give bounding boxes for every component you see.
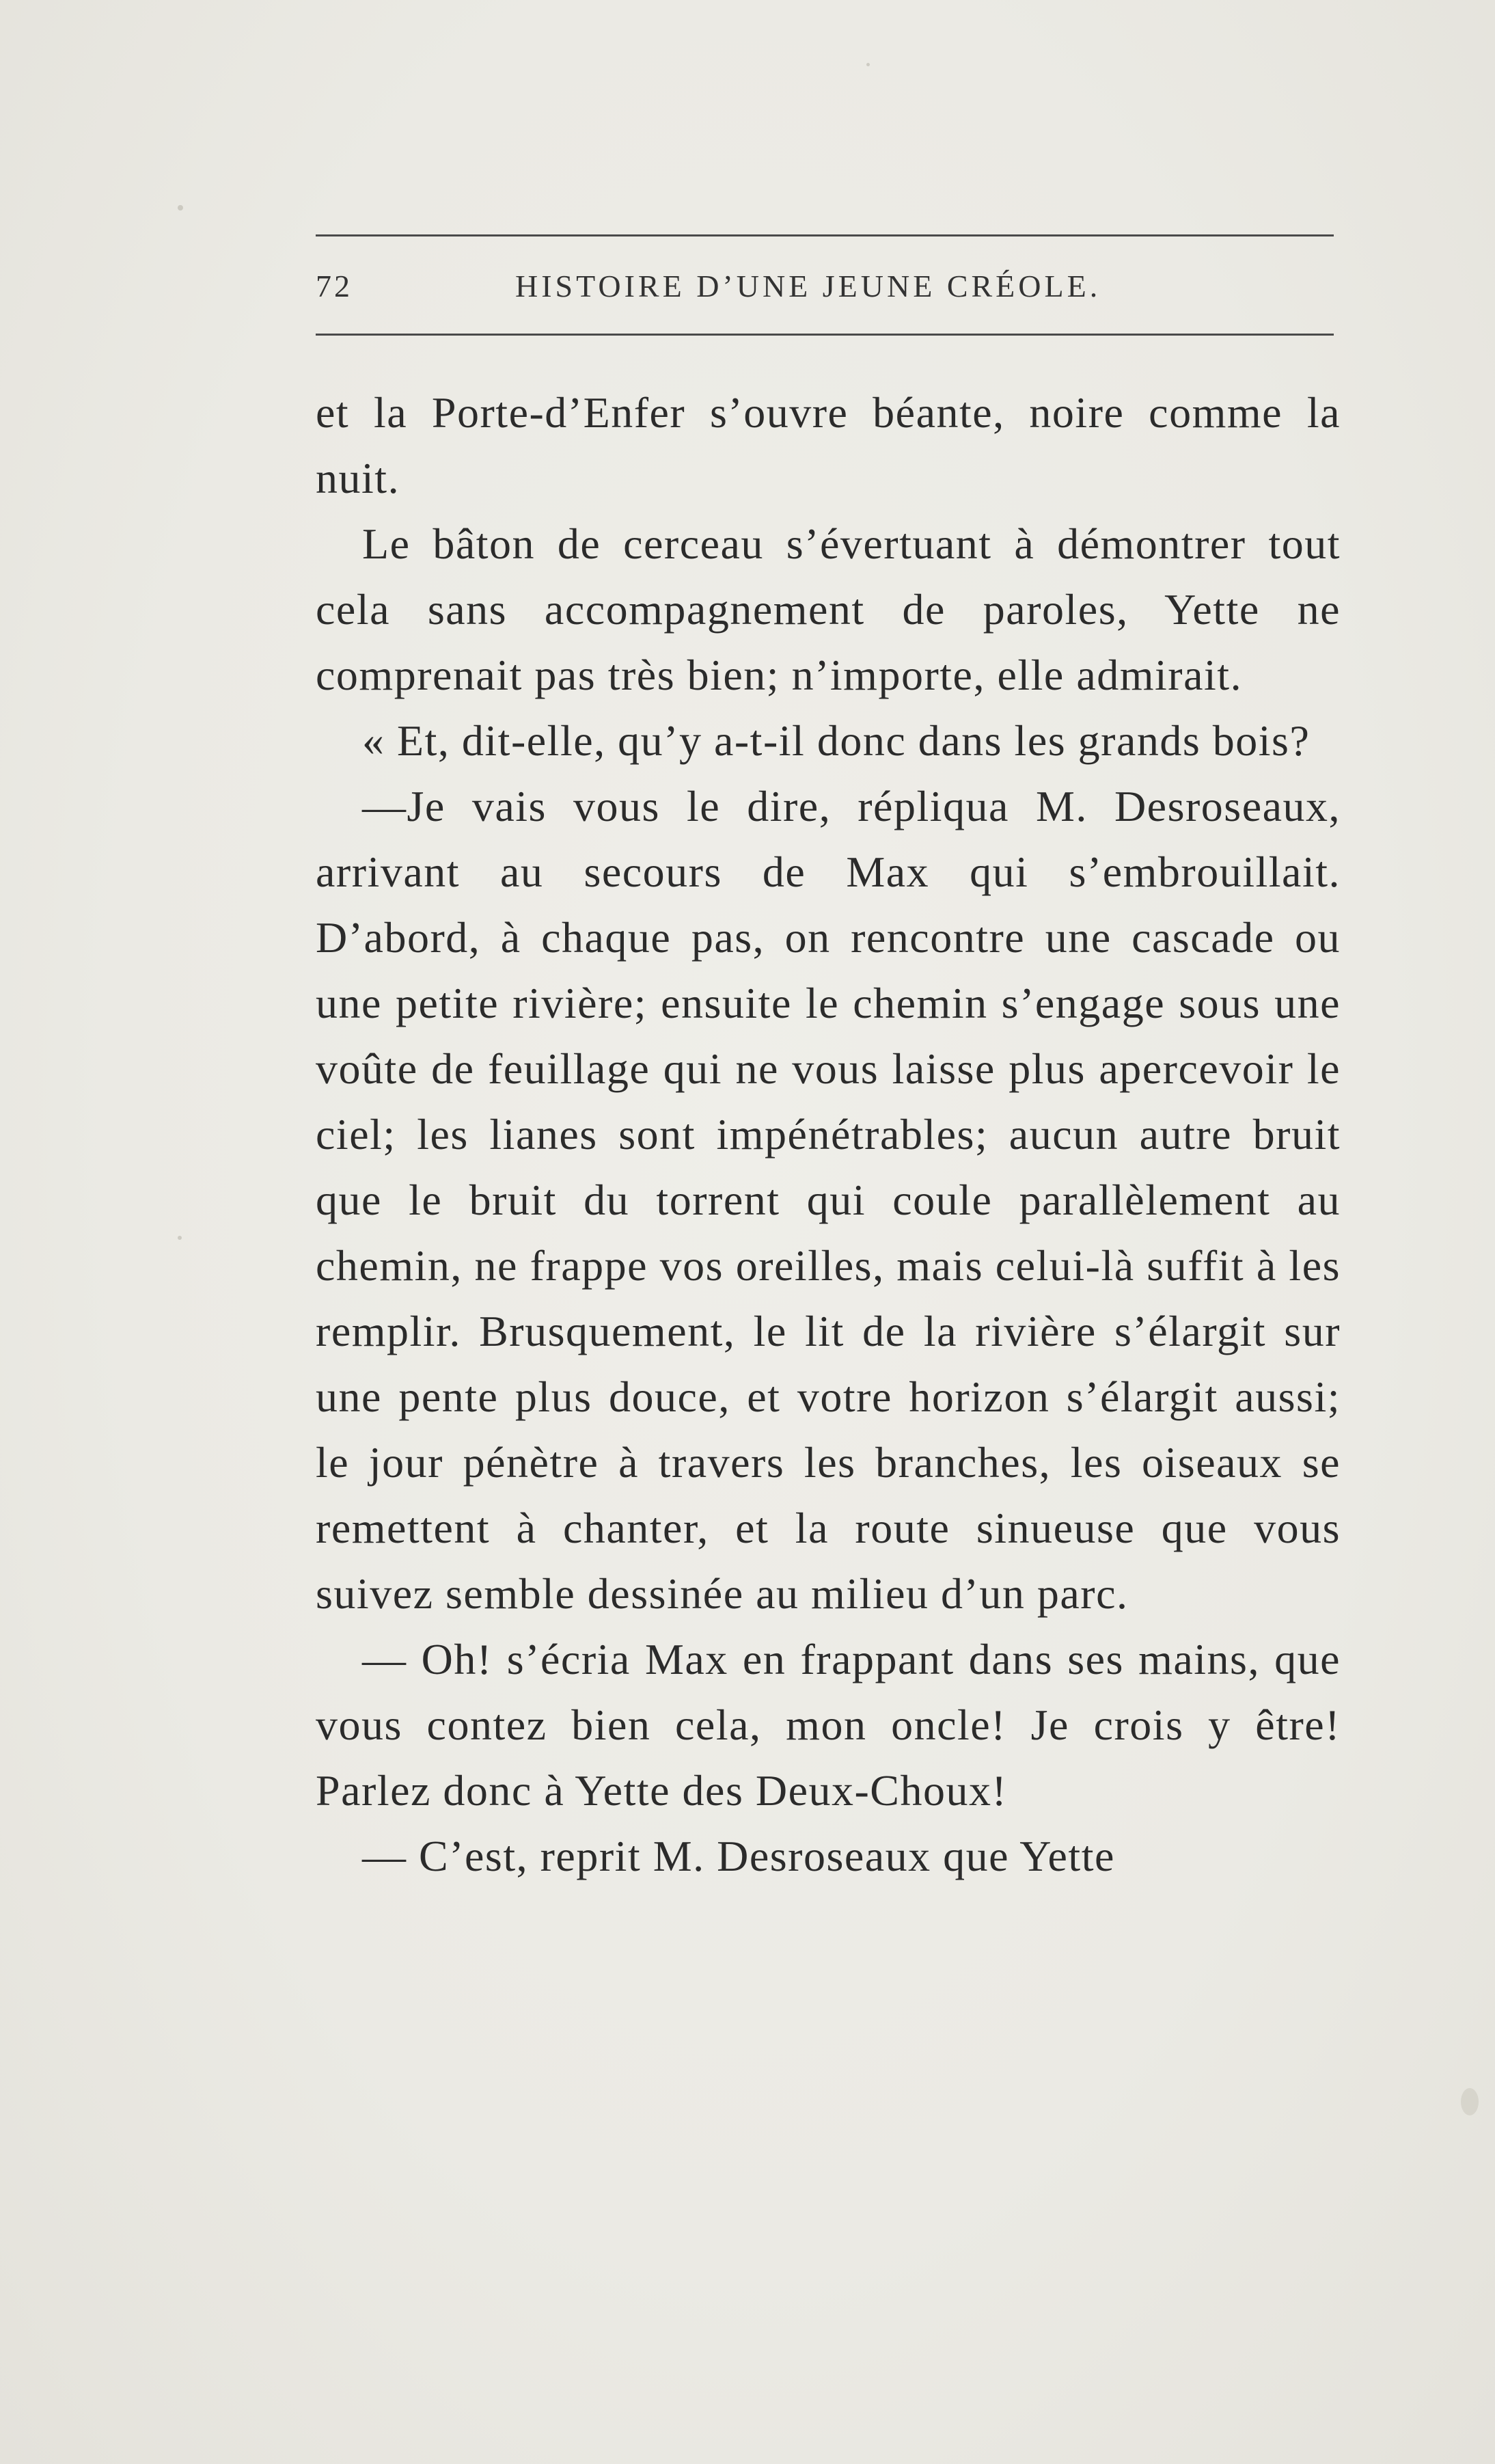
paragraph: Le bâton de cerceau s’évertuant à démontrer tout cela sans accompagnement de paroles, Yette ne comprenait pas très bien; n’importe, elle admirait. <box>316 519 1341 699</box>
header-top-rule <box>316 234 1334 236</box>
running-header <box>316 261 1334 316</box>
paragraph: —Je vais vous le dire, répliqua M. Desroseaux, arrivant au secours de Max qui s’embrouillait. D’abord, à chaque pas, on rencontre une cascade ou une petite rivière; ensuite le chemin s’engage sous une voûte de feuillage qui ne vous laisse plus apercevoir le ciel; les lianes sont impénétrables; aucun autre bruit que le bruit du torrent qui coule parallèlement au chemin, ne frappe vos oreilles, mais celui-là suffit à les remplir. Brusquement, le lit de la rivière s’élargit sur une pente plus douce, et votre horizon s’élargit aussi; le jour pénètre à travers les branches, les oiseaux se remettent à chanter, et la route sinueuse que vous suivez semble dessinée au milieu d’un parc. <box>316 782 1341 1618</box>
body-text <box>316 380 1341 1889</box>
paper-speck <box>178 1236 182 1240</box>
paragraph: « Et, dit-elle, qu’y a-t-il donc dans les grands bois? <box>362 716 1311 765</box>
page-number: 72 <box>316 269 353 303</box>
paper-speck <box>1461 2088 1479 2115</box>
paper-speck <box>866 63 870 66</box>
header-bottom-rule <box>316 334 1334 336</box>
paragraph: et la Porte-d’Enfer s’ouvre béante, noire comme la nuit. <box>316 388 1341 502</box>
running-title: HISTOIRE D’UNE JEUNE CRÉOLE. <box>515 269 1101 303</box>
paragraph: — Oh! s’écria Max en frappant dans ses mains, que vous contez bien cela, mon oncle! Je crois y être! Parlez donc à Yette des Deux-Choux! <box>316 1635 1341 1815</box>
paragraph: — C’est, reprit M. Desroseaux que Yette <box>362 1832 1115 1880</box>
paper-speck <box>178 205 183 211</box>
